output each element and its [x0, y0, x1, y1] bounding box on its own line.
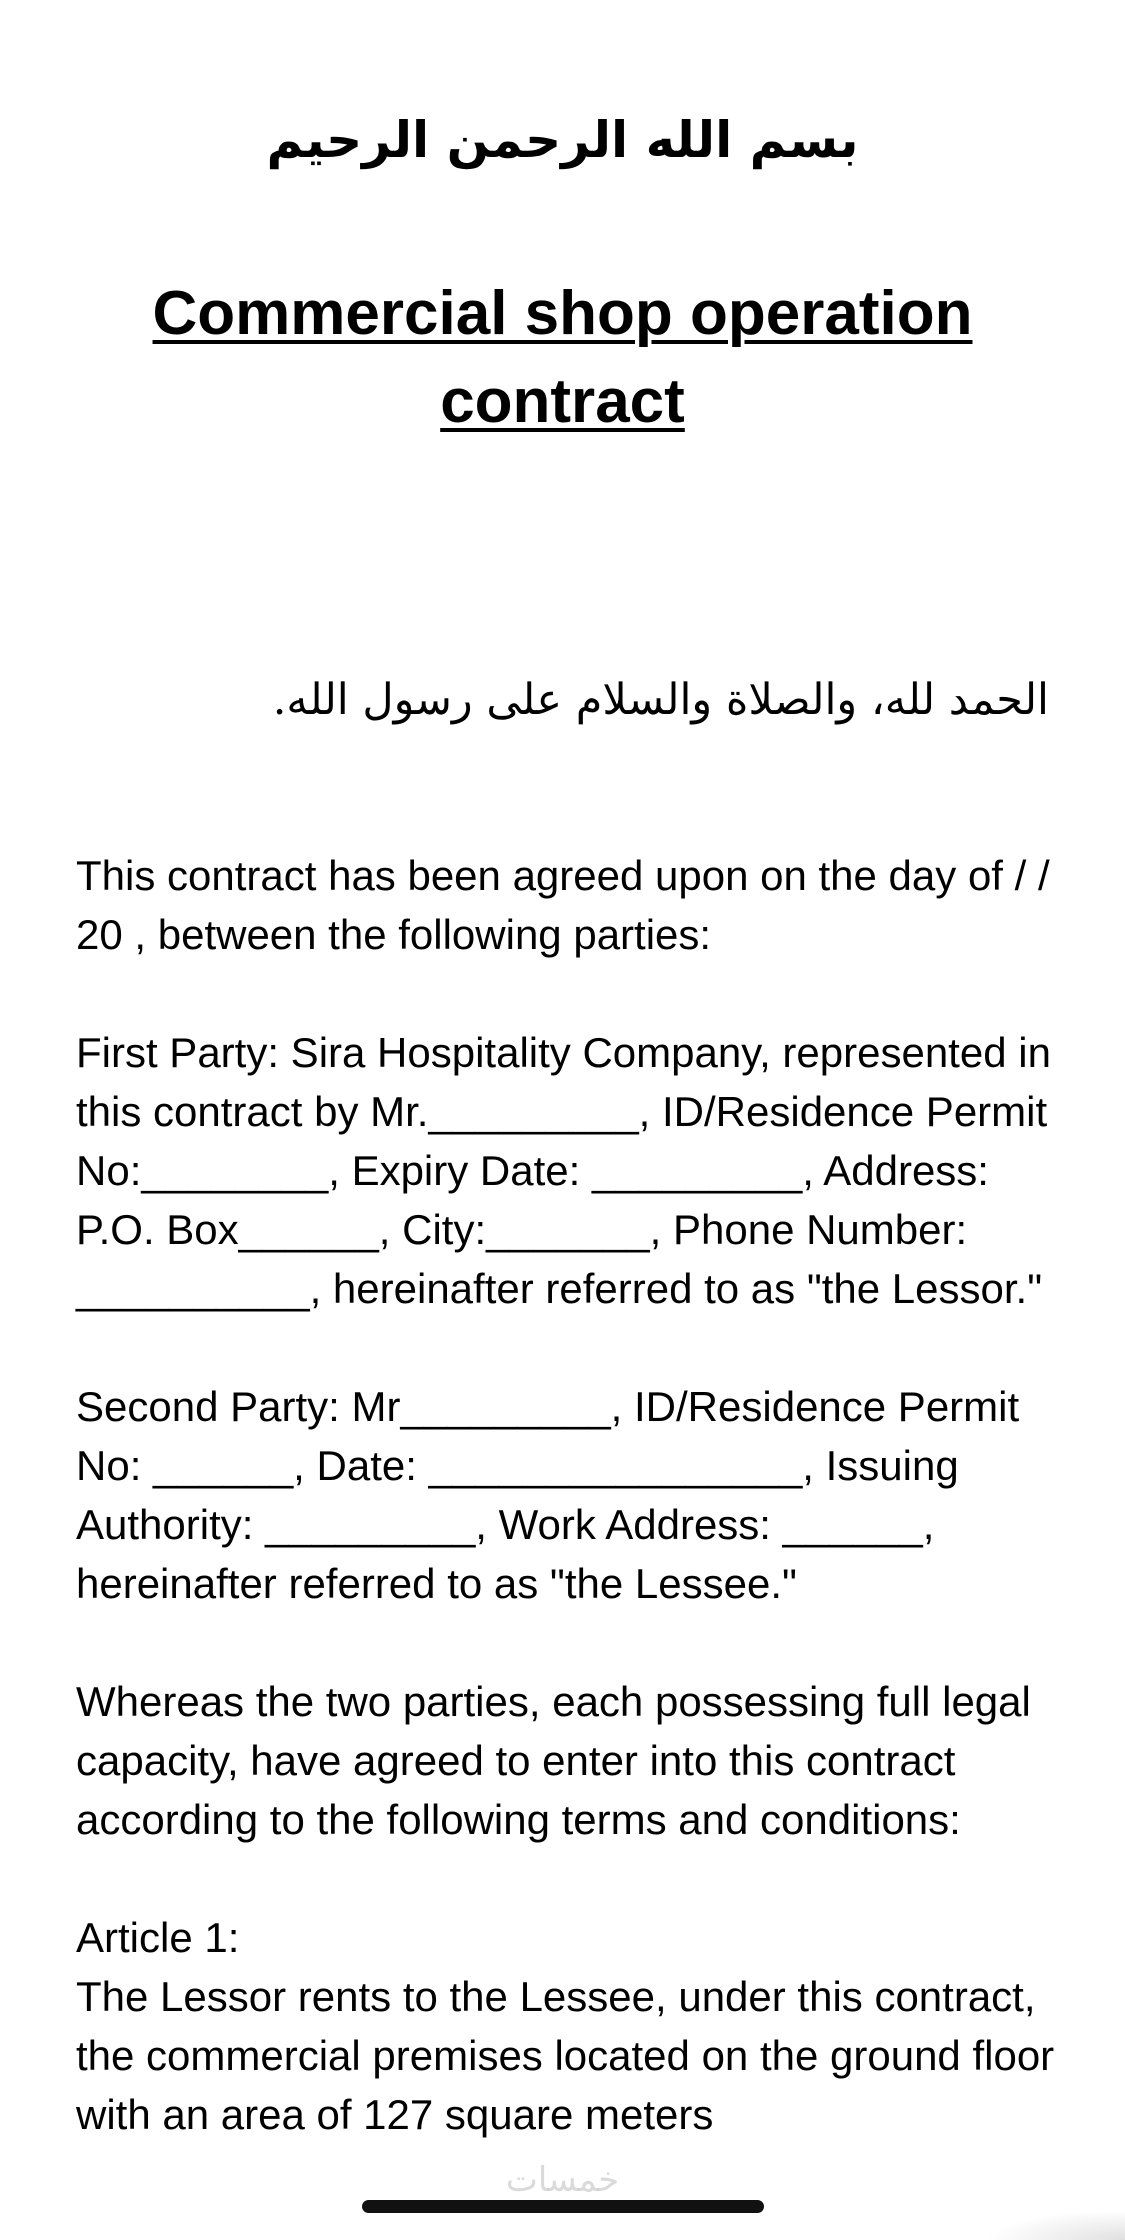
watermark: خمسات: [505, 2160, 620, 2200]
home-indicator[interactable]: [362, 2200, 764, 2213]
praise-line: الحمد لله، والصلاة والسلام على رسول الله.: [272, 675, 1049, 725]
contract-body: [76, 846, 1066, 2203]
whereas-paragraph: Whereas the two parties, each possessing full legal capacity, have agreed to enter into this contract according to the following terms and conditions:: [76, 1678, 1043, 1843]
second-party-paragraph: Second Party: Mr_________, ID/Residence Permit No: ______, Date: ________________, Issuing Authority: _________, Work Address: ______, hereinafter referred to as "the Lessee.": [76, 1383, 1031, 1607]
contract-intro-paragraph: This contract has been agreed upon on the day of / / 20 , between the following parties:: [76, 852, 1062, 958]
basmala-heading: بسم الله الرحمن الرحيم: [266, 111, 859, 169]
contract-title: Commercial shop operation contract: [152, 279, 973, 436]
article-1-text: The Lessor rents to the Lessee, under this contract, the commercial premises located on the ground floor with an area of 127 square meters: [76, 1973, 1066, 2138]
corner-shadow: [985, 2210, 1125, 2240]
first-party-paragraph: First Party: Sira Hospitality Company, represented in this contract by Mr._________, ID/Residence Permit No:________, Expiry Date: _________, Address: P.O. Box______, City:_______, Phone Number: __________, hereinafter referred to as "the Lessor.": [76, 1029, 1063, 1312]
article-1-heading: Article 1:: [76, 1914, 240, 1961]
